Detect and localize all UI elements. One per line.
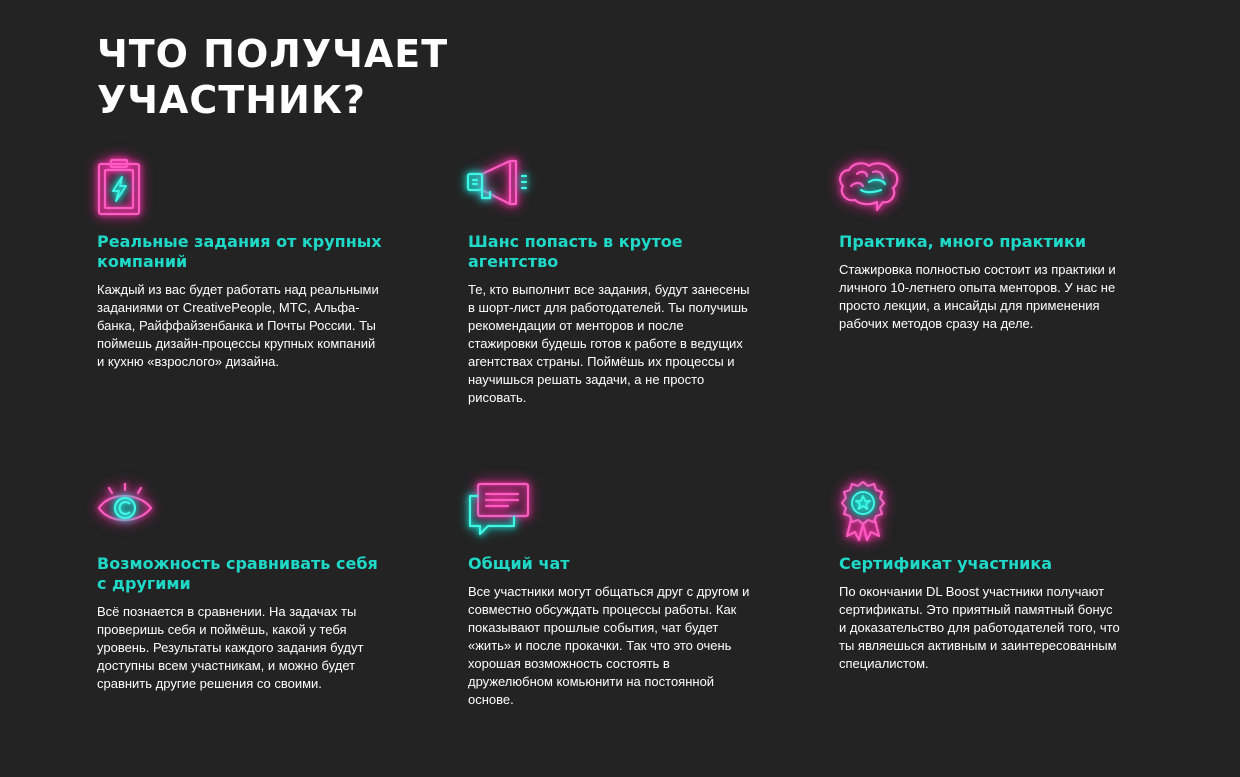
benefit-text: Стажировка полностью состоит из практики и личного 10-летнего опыта менторов. У нас не просто лекции, а инсайды для применения рабочих методов сразу на деле. [839, 262, 1116, 331]
eye-icon [97, 482, 157, 542]
page-title [97, 31, 697, 123]
benefit-text: Каждый из вас будет работать над реальными заданиями от CreativePeople, МТС, Альфа-банка, Райффайзенбанка и Почты России. Ты поймешь дизайн-процессы крупных компаний и кухню «взрослого» дизайна. [97, 282, 379, 369]
benefit-title: Практика, много практики [839, 232, 1087, 251]
benefit-title: Шанс попасть в крутое агентство [468, 232, 683, 271]
benefit-title: Сертификат участника [839, 554, 1053, 573]
clipboard-lightning-icon [97, 160, 157, 220]
page-title-line-2: УЧАСТНИК? [97, 78, 366, 122]
page-title-line-1: ЧТО ПОЛУЧАЕТ [97, 32, 449, 76]
benefit-title: Реальные задания от крупных компаний [97, 232, 382, 271]
benefit-title: Возможность сравнивать себя с другими [97, 554, 378, 593]
award-ribbon-icon [839, 482, 899, 542]
chat-bubble-icon [468, 482, 528, 542]
benefit-text: Всё познается в сравнении. На задачах ты проверишь себя и поймёшь, какой у тебя уровень. Результаты каждого задания будут доступны всем участникам, и можно будет сравнить другие решения со своими. [97, 604, 364, 691]
megaphone-icon [468, 160, 528, 220]
brain-icon [839, 160, 899, 220]
benefit-text: По окончании DL Boost участники получают сертификаты. Это приятный памятный бонус и доказательство для работодателей того, что ты являешься активным и заинтересованным специалистом. [839, 584, 1120, 671]
benefit-text: Те, кто выполнит все задания, будут занесены в шорт-лист для работодателей. Ты получишь рекомендации от менторов и после стажировки будешь готов к работе в ведущих агентствах страны. Поймёшь их процессы и научишься решать задачи, а не просто рисовать. [468, 282, 750, 405]
benefit-text: Все участники могут общаться друг с другом и совместно обсуждать процессы работы. Как показывают прошлые события, чат будет «жить» и после прокачки. Так что это очень хорошая возможность состоять в дружелюбном комьюнити на постоянной основе. [468, 584, 750, 707]
benefit-title: Общий чат [468, 554, 570, 573]
